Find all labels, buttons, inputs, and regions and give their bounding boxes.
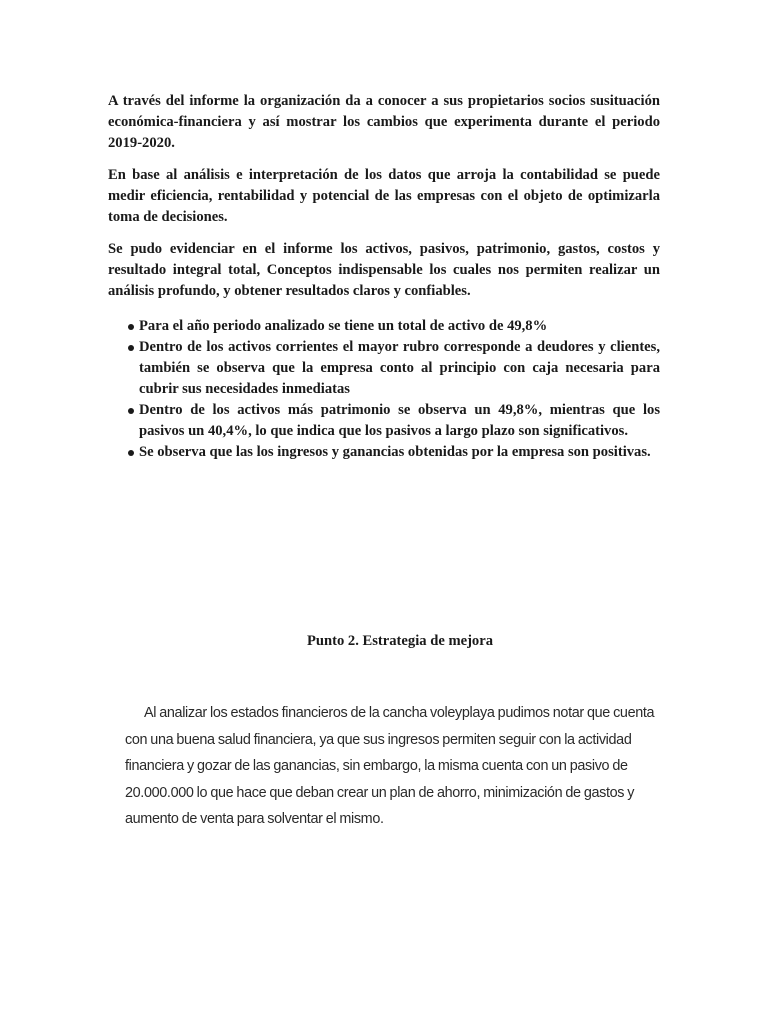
section-body [125, 700, 660, 833]
bullet-icon [128, 324, 134, 330]
paragraph-intro: A través del informe la organización da a conocer a sus propietarios socios susituación económica-financiera y así mostrar los cambios que experimenta durante el periodo 2019-2020. [108, 93, 660, 151]
bullet-icon [128, 345, 134, 351]
paragraph-evidence: Se pudo evidenciar en el informe los activos, pasivos, patrimonio, gastos, costos y resultado integral total, Conceptos indispensable los cuales nos permiten realizar un análisis profundo, y obtener resultados claros y confiables. [108, 241, 660, 299]
list-item [108, 442, 660, 463]
list-item-text: Dentro de los activos corrientes el mayor rubro corresponde a deudores y clientes, también se observa que la empresa conto al principio con caja necesaria para cubrir sus necesidades inmediatas [139, 339, 660, 397]
list-item-text: Para el año periodo analizado se tiene un total de activo de 49,8% [139, 318, 548, 334]
list-item [108, 400, 660, 442]
section-body-text: Al analizar los estados financieros de la cancha voleyplaya pudimos notar que cuenta con una buena salud financiera, ya que sus ingresos permiten seguir con la actividad financiera y gozar de las ganancias, sin embargo, la misma cuenta con un pasivo de 20.000.000 lo que hace que deban crear un plan de ahorro, minimización de gastos y aumento de venta para solventar el mismo. [125, 705, 655, 827]
list-item [108, 316, 660, 337]
bullet-icon [128, 408, 134, 414]
bullet-icon [128, 450, 134, 456]
findings-list [108, 316, 660, 463]
paragraph-analysis: En base al análisis e interpretación de los datos que arroja la contabilidad se puede medir eficiencia, rentabilidad y potencial de las empresas con el objeto de optimizarla toma de decisiones. [108, 167, 660, 225]
list-item-text: Se observa que las los ingresos y ganancias obtenidas por la empresa son positivas. [139, 444, 651, 460]
list-item-text: Dentro de los activos más patrimonio se observa un 49,8%, mientras que los pasivos un 40,4%, lo que indica que los pasivos a largo plazo son significativos. [139, 402, 660, 439]
list-item [108, 337, 660, 400]
section-heading: Punto 2. Estrategia de mejora [306, 633, 494, 649]
